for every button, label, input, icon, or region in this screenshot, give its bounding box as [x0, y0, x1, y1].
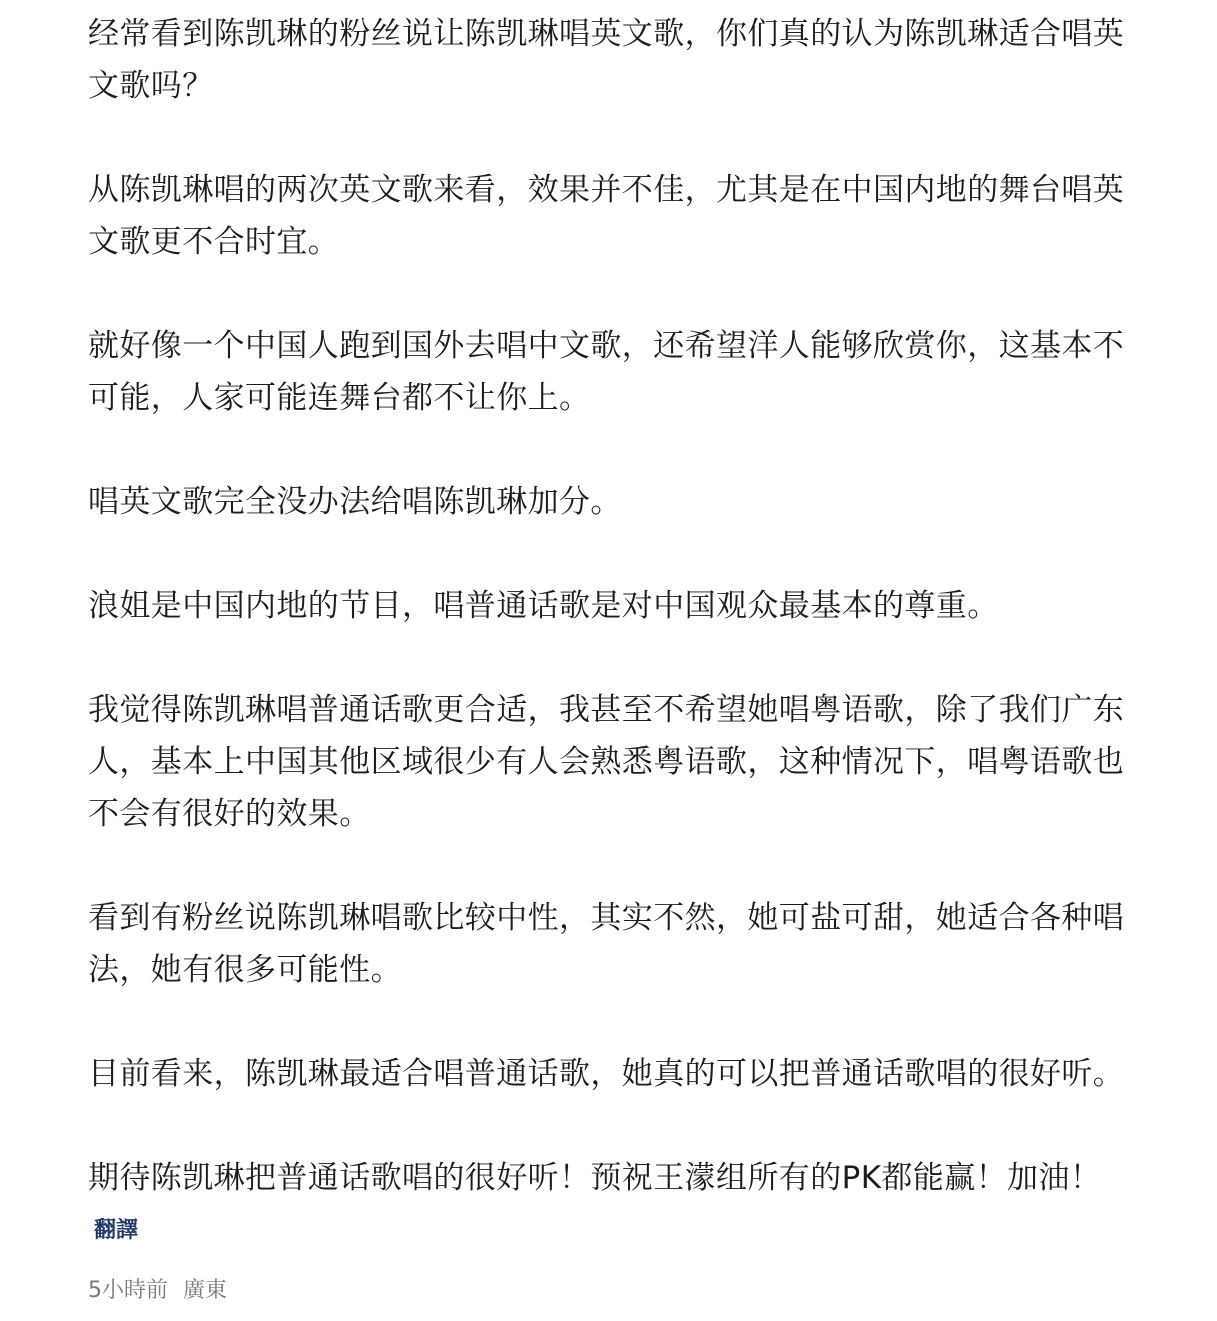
post-location: 廣東: [183, 1278, 228, 1303]
translate-link[interactable]: 翻譯: [94, 1218, 139, 1243]
post-paragraph-7: 看到有粉丝说陈凯琳唱歌比较中性，其实不然，她可盐可甜，她适合各种唱法，她有很多可能性。: [88, 900, 1125, 988]
post-meta: [88, 1276, 227, 1306]
post-paragraph-8: 目前看来，陈凯琳最适合唱普通话歌，她真的可以把普通话歌唱的很好听。: [88, 1056, 1125, 1092]
post-paragraph-2: 从陈凯琳唱的两次英文歌来看，效果并不佳，尤其是在中国内地的舞台唱英文歌更不合时宜。: [88, 172, 1125, 260]
post-paragraph-3: 就好像一个中国人跑到国外去唱中文歌，还希望洋人能够欣赏你，这基本不可能，人家可能连舞台都不让你上。: [88, 328, 1125, 416]
post-paragraph-9: 期待陈凯琳把普通话歌唱的很好听！预祝王濛组所有的PK都能赢！加油！: [88, 1160, 1102, 1196]
post-paragraph-1: 经常看到陈凯琳的粉丝说让陈凯琳唱英文歌，你们真的认为陈凯琳适合唱英文歌吗？: [88, 16, 1125, 104]
post-body: [88, 8, 1148, 1246]
post-paragraph-5: 浪姐是中国内地的节目，唱普通话歌是对中国观众最基本的尊重。: [88, 588, 999, 624]
post-timestamp: 5小時前: [88, 1278, 168, 1303]
post-paragraph-6: 我觉得陈凯琳唱普通话歌更合适，我甚至不希望她唱粤语歌，除了我们广东人，基本上中国其他区域很少有人会熟悉粤语歌，这种情况下，唱粤语歌也不会有很好的效果。: [88, 692, 1125, 832]
post-paragraph-4: 唱英文歌完全没办法给唱陈凯琳加分。: [88, 484, 622, 520]
